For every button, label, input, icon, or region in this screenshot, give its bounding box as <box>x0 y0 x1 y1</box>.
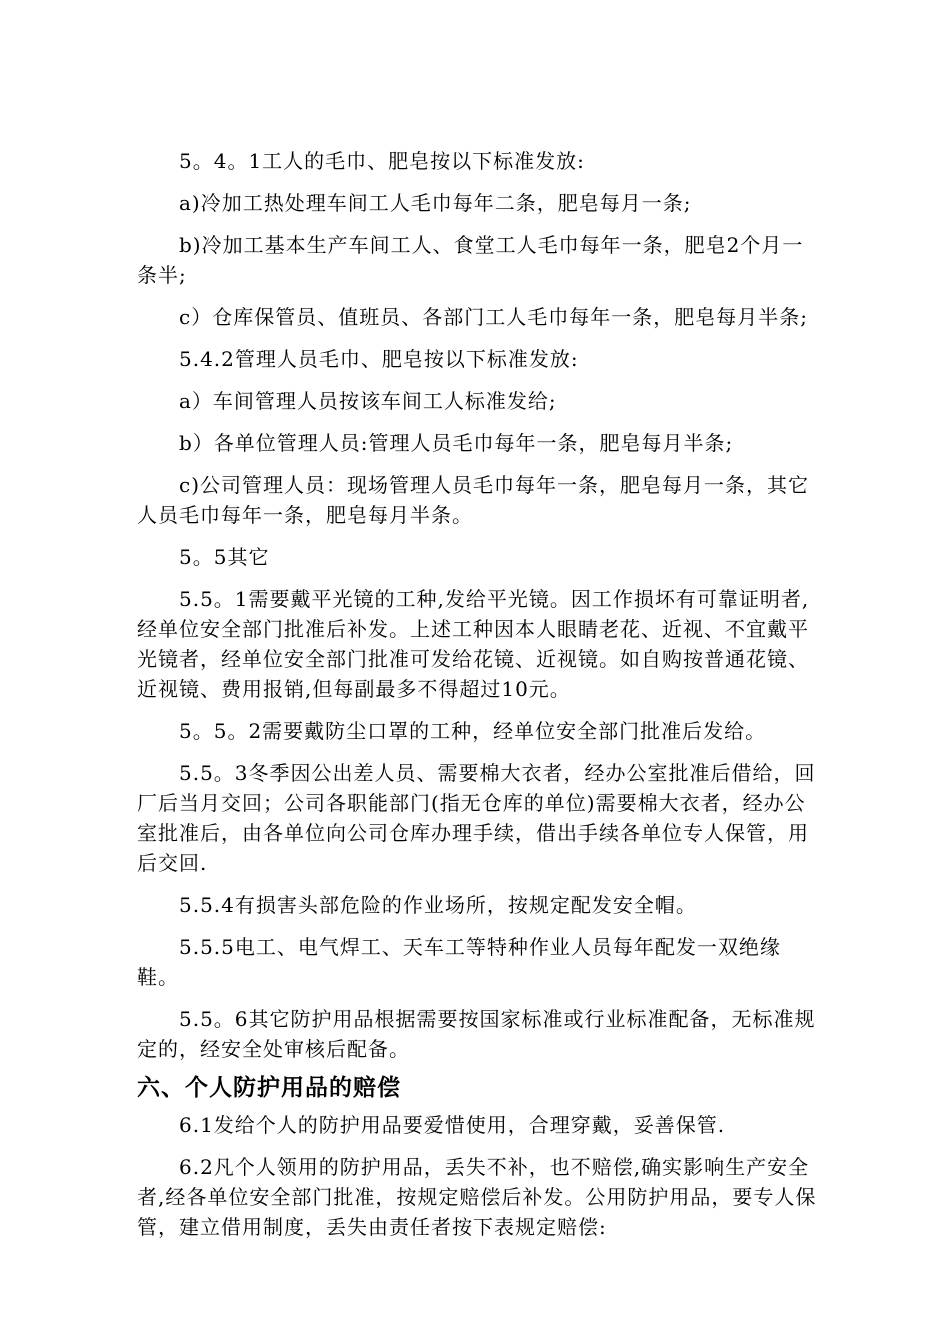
paragraph-5-4-2: 5.4.2管理人员毛巾、肥皂按以下标准发放: <box>179 347 579 371</box>
paragraph-5-4-2-b: b）各单位管理人员:管理人员毛巾每年一条，肥皂每月半条; <box>179 431 734 455</box>
paragraph-5-5-6: 5.5。6其它防护用品根据需要按国家标准或行业标准配备，无标准规定的，经安全处审核后配备。 <box>137 1007 816 1061</box>
document-body <box>137 146 817 1250</box>
paragraph-5-4-2-a: a）车间管理人员按该车间工人标准发给; <box>179 389 557 413</box>
paragraph-5-5-4: 5.5.4有损害头部危险的作业场所，按规定配发安全帽。 <box>179 893 697 917</box>
paragraph-5-5-3: 5.5。3冬季因公出差人员、需要棉大衣者，经办公室批准后借给，回厂后当月交回；公司各职能部门(指无仓库的单位)需要棉大衣者，经办公室批准后，由各单位向公司仓库办理手续，借出手续各单位专人保管，用后交回. <box>137 761 816 875</box>
paragraph-5-5-5: 5.5.5电工、电气焊工、天车工等特种作业人员每年配发一双绝缘鞋。 <box>137 935 781 989</box>
paragraph-5-4-1-a: a)冷加工热处理车间工人毛巾每年二条，肥皂每月一条; <box>179 191 692 215</box>
paragraph-5-5: 5。5其它 <box>179 545 270 569</box>
section-heading-six: 六、个人防护用品的赔偿 <box>137 1075 401 1101</box>
paragraph-6-2: 6.2凡个人领用的防护用品，丢失不补，也不赔偿,确实影响生产安全者,经各单位安全部门批准，按规定赔偿后补发。公用防护用品，要专人保管，建立借用制度，丢失由责任者按下表规定赔偿: <box>137 1155 817 1239</box>
paragraph-5-5-1: 5.5。1需要戴平光镜的工种,发给平光镜。因工作损坏有可靠证明者,经单位安全部门批准后补发。上述工种因本人眼睛老花、近视、不宜戴平光镜者，经单位安全部门批准可发给花镜、近视镜。如自购按普通花镜、近视镜、费用报销,但每副最多不得超过10元。 <box>137 587 810 701</box>
paragraph-5-4-1-c: c）仓库保管员、值班员、各部门工人毛巾每年一条，肥皂每月半条; <box>179 305 808 329</box>
paragraph-6-1: 6.1发给个人的防护用品要爱惜使用，合理穿戴，妥善保管. <box>179 1113 726 1137</box>
paragraph-5-4-2-c: c)公司管理人员：现场管理人员毛巾每年一条，肥皂每月一条，其它人员毛巾每年一条，肥皂每月半条。 <box>137 473 810 527</box>
paragraph-5-4-1-b: b)冷加工基本生产车间工人、食堂工人毛巾每年一条，肥皂2个月一条半; <box>137 233 804 287</box>
paragraph-5-5-2: 5。5。2需要戴防尘口罩的工种，经单位安全部门批准后发给。 <box>179 719 767 743</box>
paragraph-5-4-1: 5。4。1工人的毛巾、肥皂按以下标准发放: <box>179 149 585 173</box>
